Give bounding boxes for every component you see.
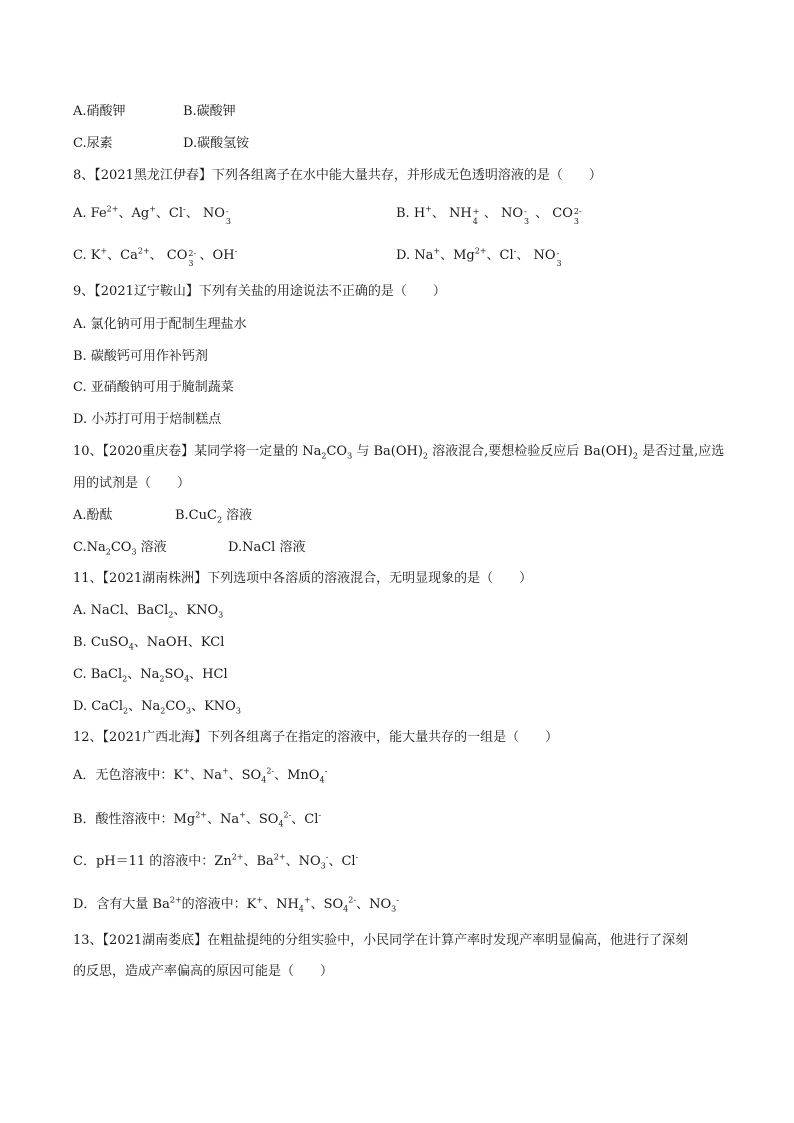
q7-option-c: C.尿素 (73, 136, 113, 151)
q8-option-d: D. Na+、$Mg^{2+}$、Cl-、 NO - 3 (396, 246, 562, 268)
q12-option-b: B．酸性溶液中：$Mg^{2+}$、Na+、$SO_4^{2-}$、Cl- (73, 810, 322, 829)
q10-stem-line2: 用的试剂是（ ） (73, 476, 191, 491)
q10-option-a: A.酚酞 (73, 508, 113, 523)
q11-option-c: C. BaCl$_2$、$Na_2SO_4$、HCl (73, 667, 228, 684)
q13-stem-line2: 的反思，造成产率偏高的原因可能是（ ） (73, 964, 334, 979)
q11-option-a: A. NaCl、BaCl$_2$、$KNO_3$ (73, 603, 224, 620)
q9-option-a: A. 氯化钠可用于配制生理盐水 (73, 317, 247, 332)
q7-option-d: D.碳酸氢铵 (183, 136, 250, 151)
q8-stem: 8、【2021黑龙江伊春】下列各组离子在水中能大量共存，并形成无色透明溶液的是（ ） (73, 168, 602, 183)
q7-option-a: A.硝酸钾 (73, 104, 126, 119)
q11-option-d: D. CaCl$_2$、$Na_2CO_3$、$KNO_3$ (73, 699, 241, 716)
q10-option-d: D.NaCl 溶液 (228, 540, 306, 555)
q12-option-d: D．含有大量 $Ba^{2+}$的溶液中：K+、$NH_4^+$、$SO_4^{2-}$、$NO_3^-$ (73, 895, 399, 914)
q10-stem-line1: 10、【2020重庆卷】某同学将一定量的 $Na_2CO_3$ 与 $Ba(OH)_2$ 溶液混合,要想检验反应后 $Ba(OH)_2$ 是否过量,应选 (73, 444, 725, 461)
q12-option-c: C．pH＝11 的溶液中：$Zn^{2+}$、$Ba^{2+}$、$NO_3^-$、Cl- (73, 852, 359, 871)
q8-option-b: B. H+、 NH + 4 、 NO - 3 、 CO 2- 3 (396, 204, 582, 226)
q10-option-c: $C.Na_2CO_3$ 溶液 (73, 540, 167, 557)
q11-option-b: B. CuSO$_4$、NaOH、KCl (73, 635, 225, 652)
q9-option-d: D. 小苏打可用于焙制糕点 (73, 412, 222, 427)
q13-stem-line1: 13、【2021湖南娄底】在粗盐提纯的分组实验中，小民同学在计算产率时发现产率明显偏高，他进行了深刻 (73, 933, 689, 948)
q12-stem: 12、【2021广西北海】下列各组离子在指定的溶液中，能大量共存的一组是（ ） (73, 730, 559, 745)
q9-option-c: C. 亚硝酸钠可用于腌制蔬菜 (73, 380, 234, 395)
q11-stem: 11、【2021湖南株洲】下列选项中各溶质的溶液混合，无明显现象的是（ ） (73, 571, 533, 586)
q8-option-a: A. $Fe^{2+}$、Ag+、Cl-、 NO - 3 (73, 204, 231, 226)
q8-option-c: C. K+、$Ca^{2+}$、 CO 2- 3 、OH- (73, 246, 238, 268)
q9-stem: 9、【2021辽宁鞍山】下列有关盐的用途说法不正确的是（ ） (73, 284, 446, 299)
q9-option-b: B. 碳酸钙可用作补钙剂 (73, 349, 208, 364)
q10-option-b: B.CuC$_2$ 溶液 (175, 508, 253, 525)
q12-option-a: A．无色溶液中：K+、Na+、$SO_4^{2-}$、MnO$_4$- (73, 766, 328, 785)
q7-option-b: B.碳酸钾 (183, 104, 236, 119)
